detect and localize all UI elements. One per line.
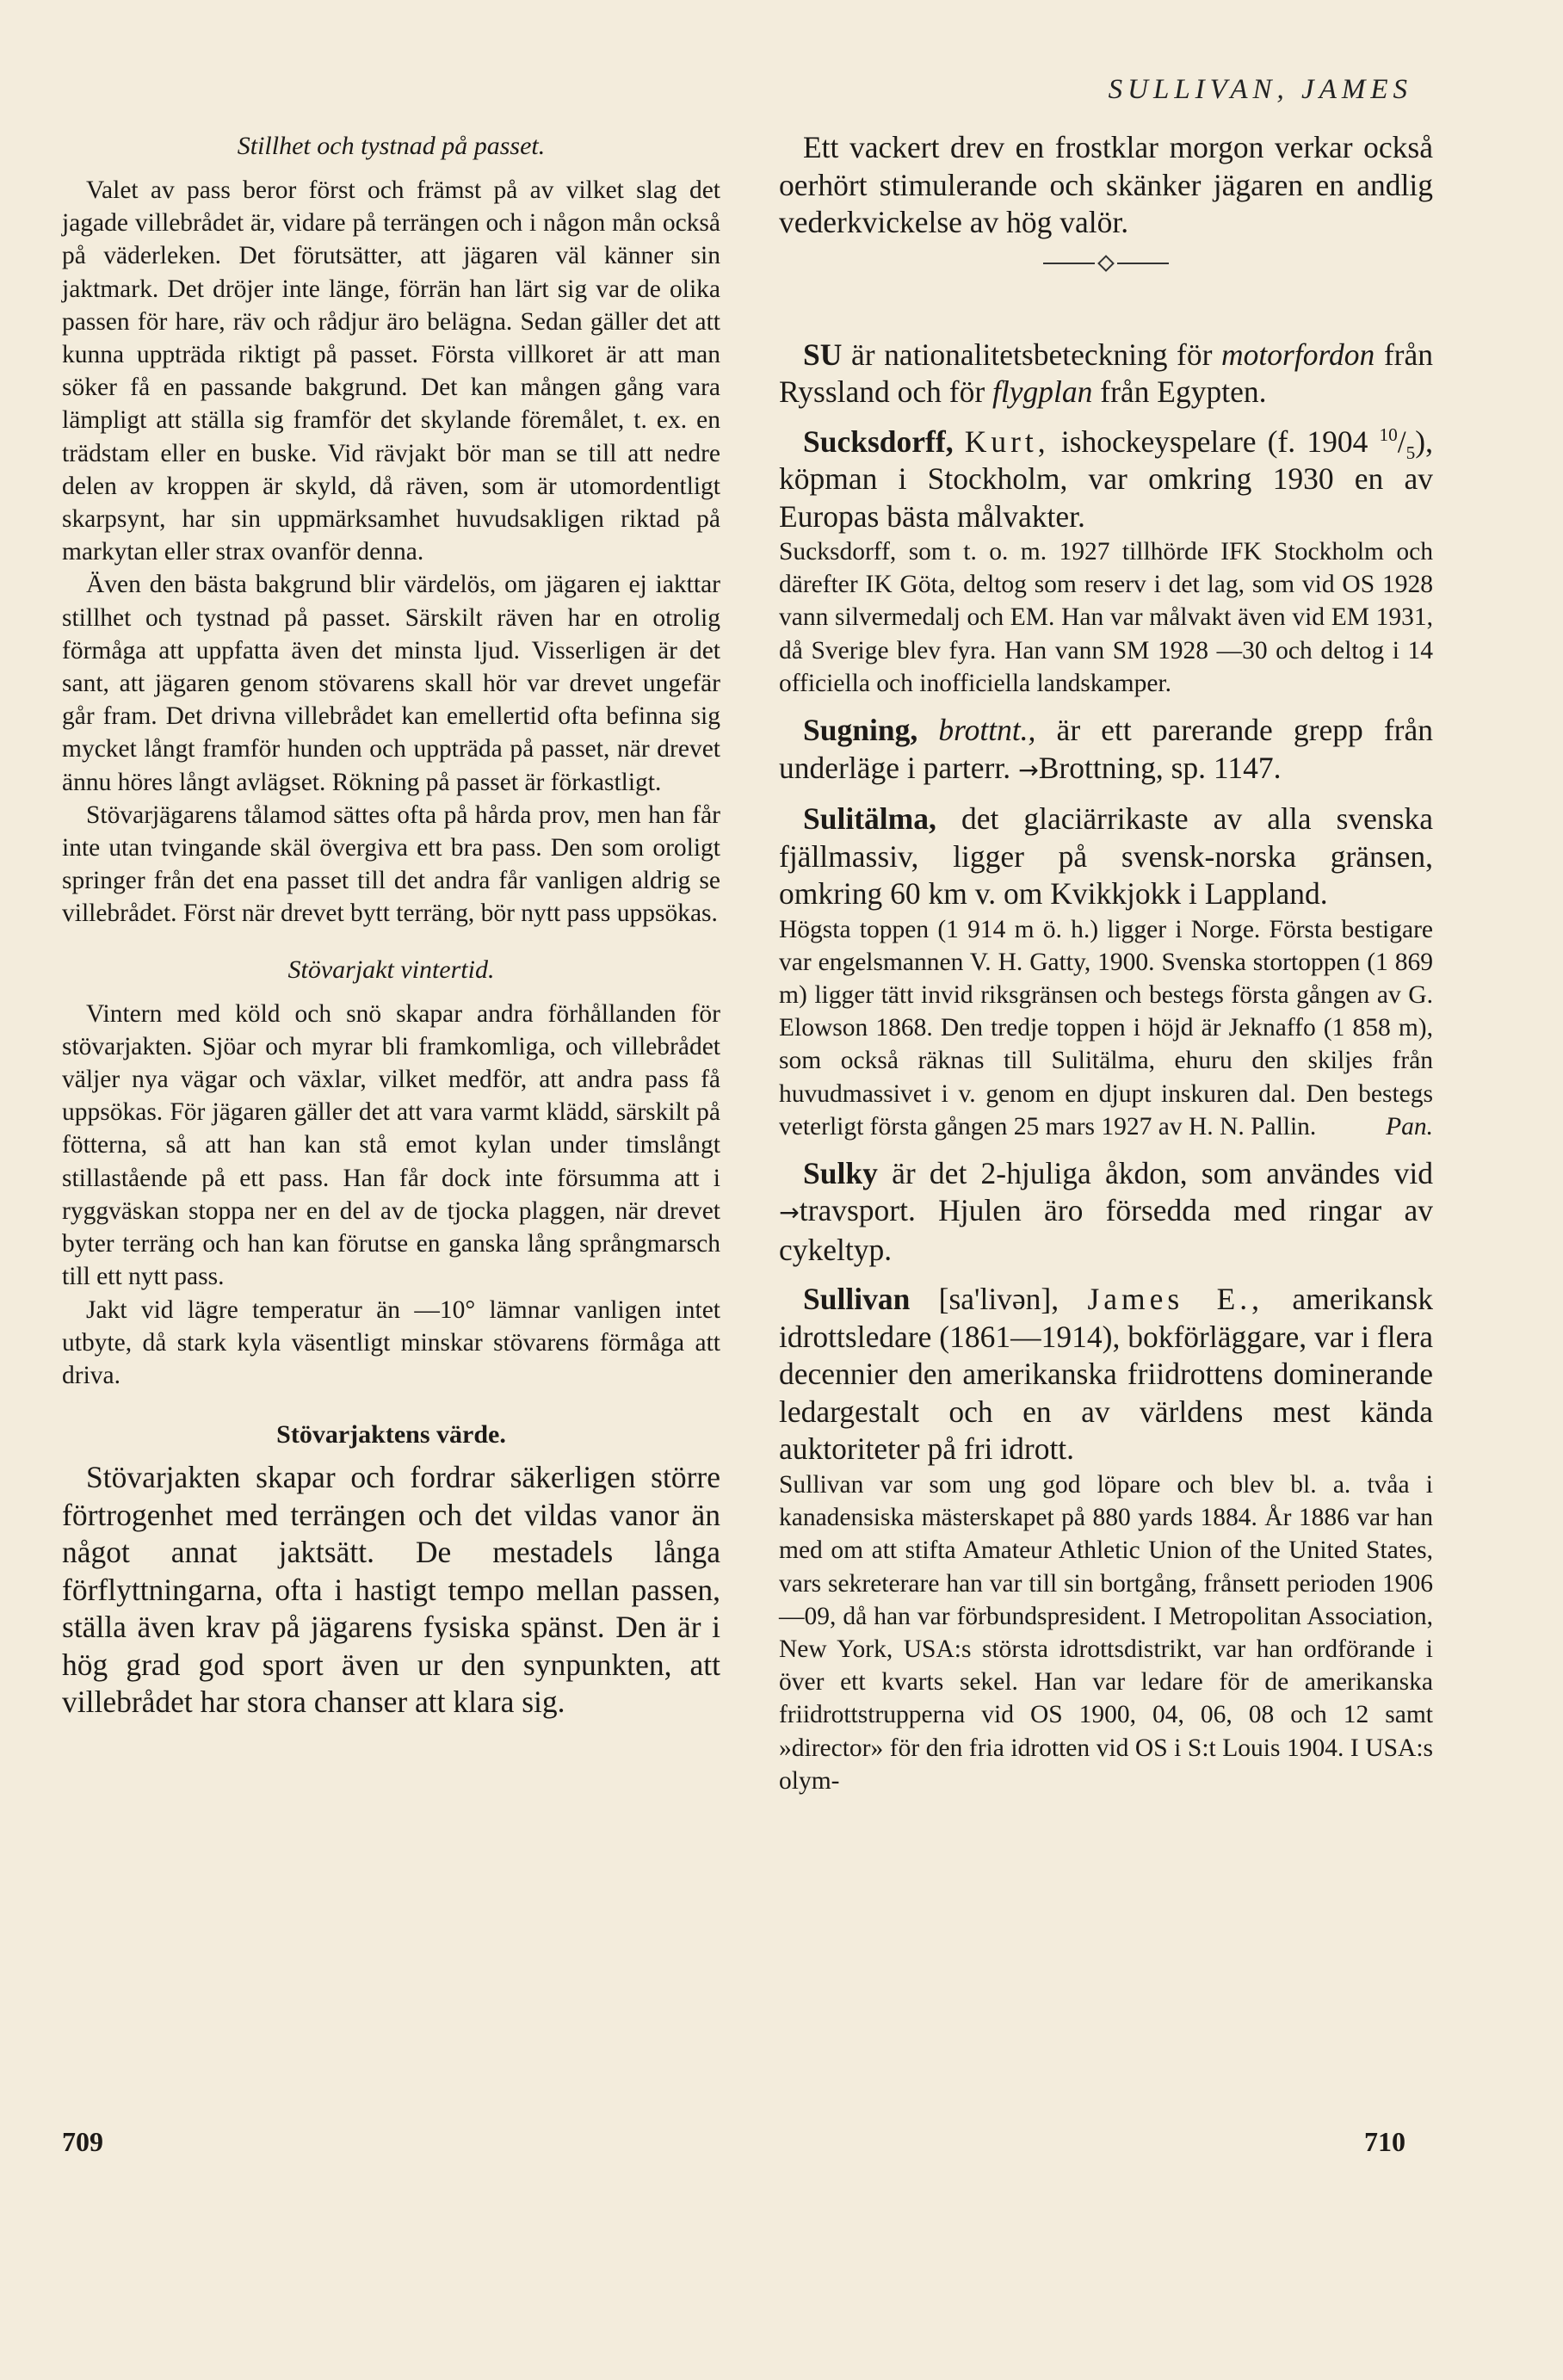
entry-sullivan-detail: Sullivan var som ung god löpare och blev bl. a. tvåa i kanadensiska mästerskapet på 880 yards 1884. År 1886 var han med om att stifta Amateur Athletic Union of the United States, vars sekreterare han var till sin bortgång, frånsett perioden 1906—09, då han var förbundspresident. I Metropolitan Association, New York, USA:s största idrottsdistrikt, var han ordförande i över ett kvarts sekel. Han var ledare för de amerikanska friidrottstrupperna vid OS 1900, 04, 06, 08 och 12 samt »director» för den fria idrotten vid OS i S:t Louis 1904. I USA:s olym- <box>779 1470 1433 1795</box>
entry-sulitalma-detail: Högsta toppen (1 914 m ö. h.) ligger i Norge. Första bestigare var engelsmannen V. H. Gatty, 1900. Svenska stortoppen (1 869 m) ligger tätt invid riksgränsen och bestegs första gången av G. Elowson 1868. Den tredje toppen i höjd är Jeknaffo (1 858 m), som också räknas till Sulitälma, ehuru den skiljes från huvudmassivet i v. genom en djupt inskuren dal. Den bestegs veterligt första gången 25 mars 1927 av H. N. Pallin. Pan. <box>779 913 1433 1143</box>
section-title-stillhet: Stillhet och tystnad på passet. <box>237 132 546 160</box>
section-title-vintertid: Stövarjakt vintertid. <box>287 955 495 984</box>
running-head: SULLIVAN, JAMES <box>1108 74 1412 105</box>
entry-sucksdorff: Sucksdorff, Kurt, ishockeyspelare (f. 1904 $^{10}/_5$), köpman i Stockholm, var omkring 1930 en av Europas bästa målvakter. <box>779 423 1433 534</box>
entry-keyword: Sulitälma, <box>803 801 936 837</box>
diamond-icon <box>1097 255 1115 272</box>
paragraph-2: Även den bästa bakgrund blir värdelös, om jägaren ej iakttar stillhet och tystnad på passet. Särskilt räven har en otrolig förmåga att uppfatta även det minsta ljud. Visserligen är det sant, att jägaren genom stövarens skall hör var drevet ungefär går fram. Det drivna villebrådet kan emellertid ofta befinna sig mycket långt framför hunden och uppträda på passet, när drevet ännu höres långt avlägset. Rökning på passet är förkastligt. <box>62 571 720 796</box>
section-title-varde: Stövarjaktens värde. <box>276 1420 506 1450</box>
paragraph-5: Jakt vid lägre temperatur än —10° lämnar vanligen intet utbyte, då stark kyla väsentligt minskar stövarens förmåga att driva. <box>62 1295 720 1389</box>
paragraph-6: Stövarjakten skapar och fordrar säkerligen större förtrogenhet med terrängen och det vildas vanor än något annat jaktsätt. De mestadels långa förflyttningarna, ofta i hastigt tempo mellan passen, ställa även krav på jägarens fysiska spänst. Den är i hög grad god sport även ur den synpunkten, att villebrådet har stora chanser att klara sig. <box>62 1460 720 1720</box>
section-ornament <box>779 256 1433 281</box>
ornament-rule-left <box>1043 263 1095 264</box>
entry-keyword: Sulky <box>803 1155 878 1190</box>
ornament-rule-right <box>1117 263 1169 264</box>
entry-sulitalma: Sulitälma, det glaciärrikaste av alla svenska fjällmassiv, ligger på svensk-norska gränsen, omkring 60 km v. om Kvikkjokk i Lappland. <box>779 801 1433 912</box>
right-column <box>779 129 1433 1797</box>
paragraph-1: Valet av pass beror först och främst på av vilket slag det jagade villebrådet är, vidare på terrängen och i någon mån också på väderleken. Det förutsätter, att jägaren väl känner sin jaktmark. Det dröjer inte länge, förrän han lärt sig var de olika passen för hare, räv och rådjur äro belägna. Sedan gäller det att kunna uppträda riktigt på passet. Första villkoret är att man söker få en passande bakgrund. Det kan mången gång vara lämpligt att ställa sig framför det skylande föremålet, t. ex. en trädstam eller en buske. Vid rävjakt bör man se till att nedre delen av kroppen är skyld, då räven, som är utomordentligt skarpsynt, har sin uppmärksamhet huvudsakligen riktad på markytan eller strax ovanför denna. <box>62 176 720 566</box>
entry-keyword: Sucksdorff, <box>803 423 954 459</box>
arrow-icon: → <box>1017 755 1039 784</box>
paragraph-continued: Ett vackert drev en frostklar morgon verkar också oerhört stimulerande och skänker jägaren en andlig vederkvickelse av hög valör. <box>779 130 1433 239</box>
entry-keyword: Sullivan <box>803 1282 911 1317</box>
entry-sulky: Sulky är det 2-hjuliga åkdon, som användes vid →travsport. Hjulen äro försedda med ringar av cykeltyp. <box>779 1155 1433 1267</box>
paragraph-3: Stövarjägarens tålamod sättes ofta på hårda prov, men han får inte utan tvingande skäl övergiva ett bra pass. Den som oroligt springer från det ena passet till det andra får vanligen aldrig se villebrådet. Först när drevet bytt terräng, bör nytt pass uppsökas. <box>62 801 720 928</box>
entry-keyword: SU <box>803 337 843 372</box>
paragraph-4: Vintern med köld och snö skapar andra förhållanden för stövarjakten. Sjöar och myrar bli framkomliga, och villebrådet väljer nya vägar och växlar, vilket medför, att andra pass få uppsökas. För jägaren gäller det att vara varmt klädd, särskilt på fötterna, så att han kan stå emot kylan under timslångt stillastående på ett pass. Han får dock inte försumma att i ryggväskan stoppa ner en del av de tjocka plaggen, när drevet byter terräng och han kan förutse en ganska lång språngmarsch till ett nytt pass. <box>62 999 720 1291</box>
page-number-left: 709 <box>62 2126 103 2157</box>
entry-su: SU är nationalitetsbeteckning för motorfordon från Ryssland och för flygplan från Egypten. <box>779 337 1433 409</box>
entry-sullivan: Sullivan [sa'livən], James E., amerikansk idrottsledare (1861—1914), bokförläggare, var i flera decennier den amerikanska friidrottens dominerande ledargestalt och en av världens mest kända auktoriteter på fri idrott. <box>779 1282 1434 1467</box>
entry-sugning: Sugning, brottnt., är ett parerande grepp från underläge i parterr. →Brottning, sp. 1147. <box>779 713 1433 785</box>
left-column <box>62 129 720 1722</box>
entry-keyword: Sugning, <box>803 713 918 748</box>
arrow-icon: → <box>779 1198 800 1227</box>
entry-sucksdorff-detail: Sucksdorff, som t. o. m. 1927 tillhörde IFK Stockholm och därefter IK Göta, deltog som reserv i det lag, som vid OS 1928 vann silvermedalj och EM. Han var målvakt även vid EM 1931, då Sverige blev fyra. Han vann SM 1928 —30 och deltog i 14 officiella och inofficiella landskamper. <box>779 538 1433 697</box>
page-number-right: 710 <box>1364 2126 1405 2157</box>
author-signature: Pan. <box>1386 1112 1433 1141</box>
